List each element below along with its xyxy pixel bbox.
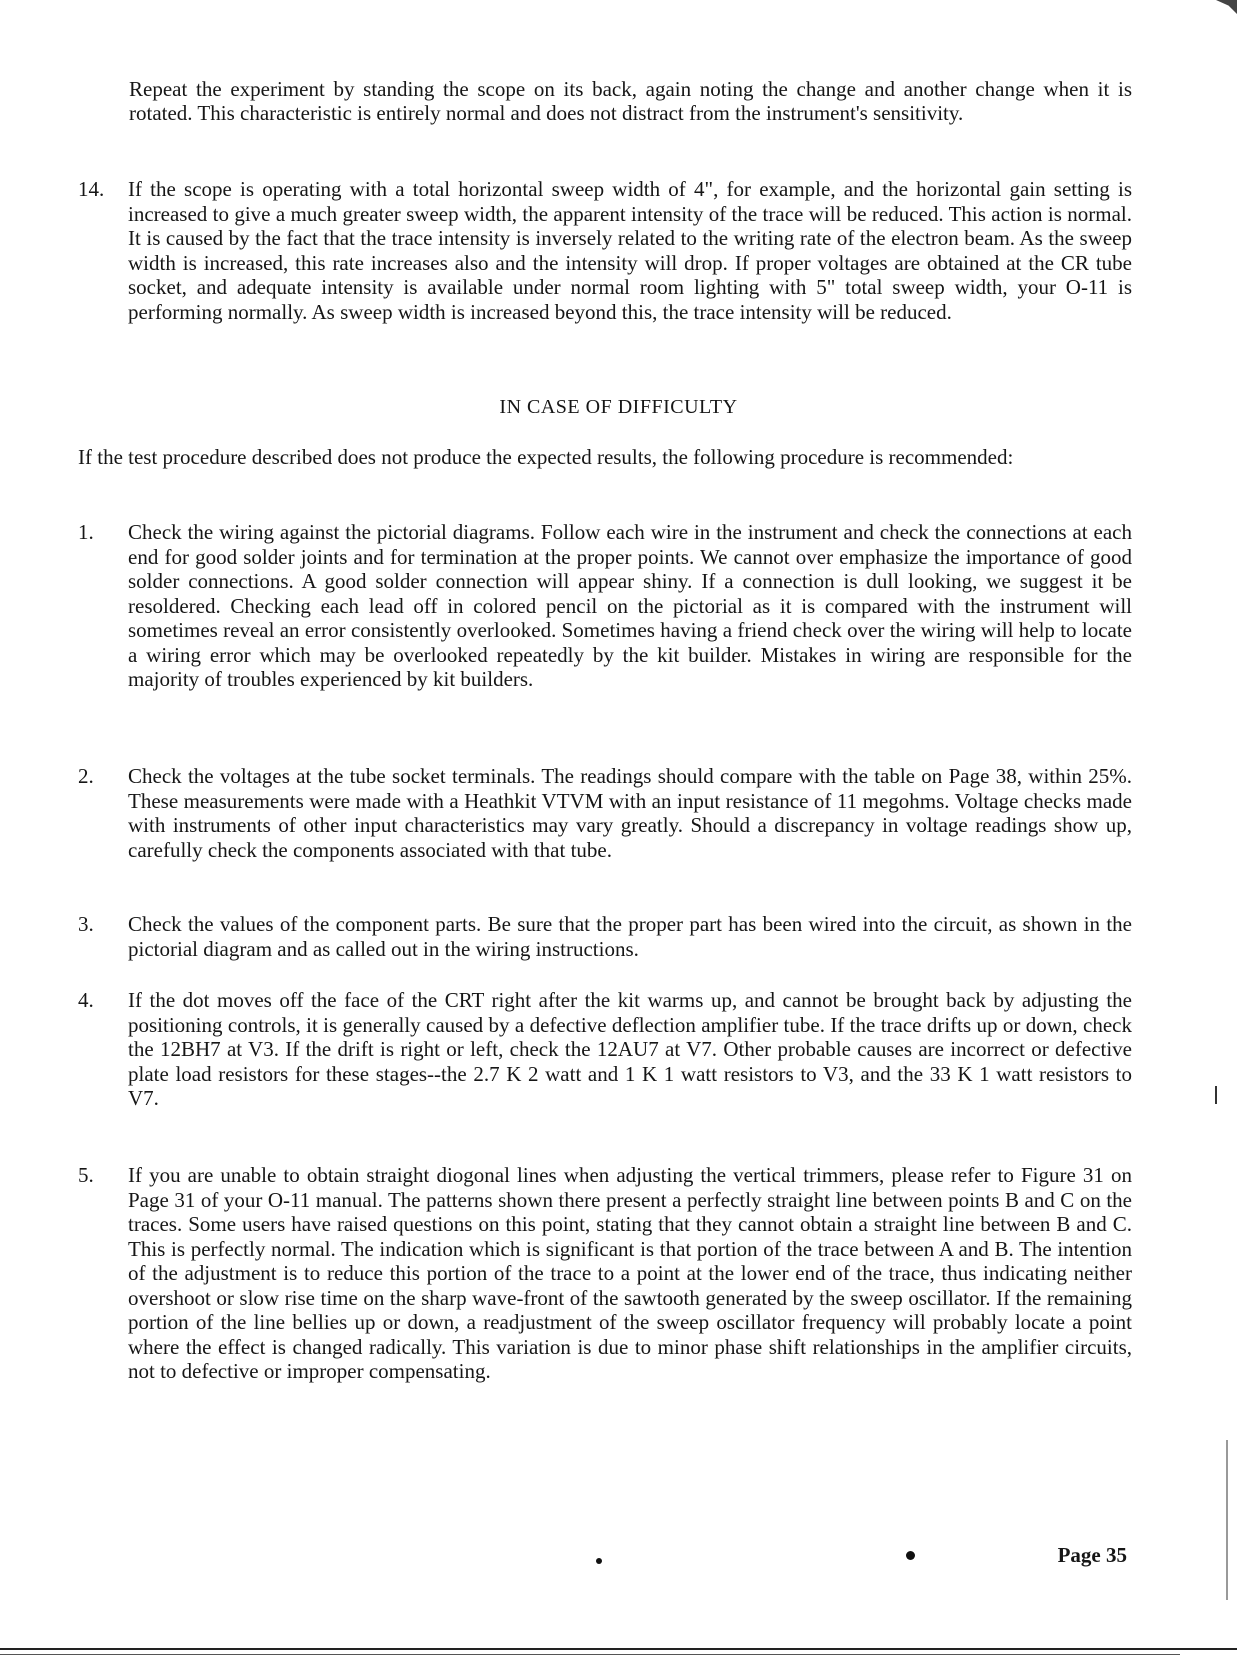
punch-dot-left	[596, 1558, 602, 1564]
difficulty-item-2	[78, 764, 1132, 862]
intro-paragraph: Repeat the experiment by standing the scope on its back, again noting the change and another change when it is rotated. This characteristic is entirely normal and does not distract from the instrument's sensitivity.	[129, 77, 1132, 125]
lead-paragraph: If the test procedure described does not produce the expected results, the following procedure is recommended:	[78, 445, 1014, 469]
right-margin-mark	[1215, 1086, 1217, 1104]
item-text: Check the wiring against the pictorial diagrams. Follow each wire in the instrument and check the connections at each end for good solder joints and for termination at the proper points. We cannot over emphasize the importance of good solder connections. A good solder connection will appear shiny. If a connection is dull looking, we suggest it be resoldered. Checking each lead off in colored pencil on the pictorial as it is compared with the instrument will sometimes reveal an error consistently overlooked. Sometimes having a friend check over the wiring will help to locate a wiring error which may be overlooked repeatedly by the kit builder. Mistakes in wiring are responsible for the majority of troubles experienced by kit builders.	[128, 520, 1132, 691]
difficulty-item-5	[78, 1163, 1132, 1384]
section-heading: IN CASE OF DIFFICULTY	[499, 396, 738, 418]
item-text: If the scope is operating with a total horizontal sweep width of 4", for example, and the horizontal gain setting is increased to give a much greater sweep width, the apparent intensity of the trace will be reduced. This action is normal. It is caused by the fact that the trace intensity is inversely related to the writing rate of the electron beam. As the sweep width is increased, this rate increases also and the intensity will drop. If proper voltages are obtained at the CR tube socket, and adequate intensity is available under normal room lighting with 5" total sweep width, your O-11 is performing normally. As sweep width is increased beyond this, the trace intensity will be reduced.	[128, 177, 1132, 324]
difficulty-item-3	[78, 912, 1132, 961]
item-text: Check the voltages at the tube socket terminals. The readings should compare with the table on Page 38, within 25%. These measurements were made with a Heathkit VTVM with an input resistance of 11 megohms. Voltage checks made with instruments of other input characteristics may vary greatly. Should a discrepancy in voltage readings show up, carefully check the components associated with that tube.	[128, 764, 1132, 862]
bottom-scan-edge	[0, 1648, 1237, 1650]
item-number: 3.	[78, 912, 94, 936]
item-14	[78, 177, 1132, 324]
difficulty-item-4	[78, 988, 1132, 1111]
corner-scan-mark	[1216, 0, 1237, 14]
bottom-scan-edge-secondary	[0, 1654, 1180, 1655]
item-text: If the dot moves off the face of the CRT right after the kit warms up, and cannot be brought back by adjusting the positioning controls, it is generally caused by a defective deflection amplifier tube. If the trace drifts up or down, check the 12BH7 at V3. If the drift is right or left, check the 12AU7 at V7. Other probable causes are incorrect or defective plate load resistors for these stages--the 2.7 K 2 watt and 1 K 1 watt resistors to V3, and the 33 K 1 watt resistors to V7.	[128, 988, 1132, 1110]
punch-dot-right	[906, 1551, 915, 1560]
item-text: If you are unable to obtain straight diogonal lines when adjusting the vertical trimmers, please refer to Figure 31 on Page 31 of your O-11 manual. The patterns shown there present a perfectly straight line between points B and C on the traces. Some users have raised questions on this point, stating that they cannot obtain a straight line between B and C. This is perfectly normal. The indication which is significant is that portion of the trace between A and B. The intention of the adjustment is to reduce this portion of the trace to a point at the lower end of the trace, thus indicating neither overshoot or slow rise time on the sharp wave-front of the sawtooth generated by the sweep oscillator. If the remaining portion of the line bellies up or down, a readjustment of the sweep oscillator frequency will probably locate a point where the effect is changed radically. This variation is due to minor phase shift relationships in the amplifier circuits, not to defective or improper compensating.	[128, 1163, 1132, 1383]
item-number: 5.	[78, 1163, 94, 1187]
right-scan-edge	[1226, 1440, 1228, 1600]
item-number: 4.	[78, 988, 94, 1012]
item-number: 14.	[78, 177, 105, 201]
item-text: Check the values of the component parts. Be sure that the proper part has been wired into the circuit, as shown in the pictorial diagram and as called out in the wiring instructions.	[128, 912, 1132, 961]
page-number: Page 35	[1057, 1543, 1127, 1567]
item-number: 2.	[78, 764, 94, 788]
difficulty-item-1	[78, 520, 1132, 692]
item-number: 1.	[78, 520, 94, 544]
